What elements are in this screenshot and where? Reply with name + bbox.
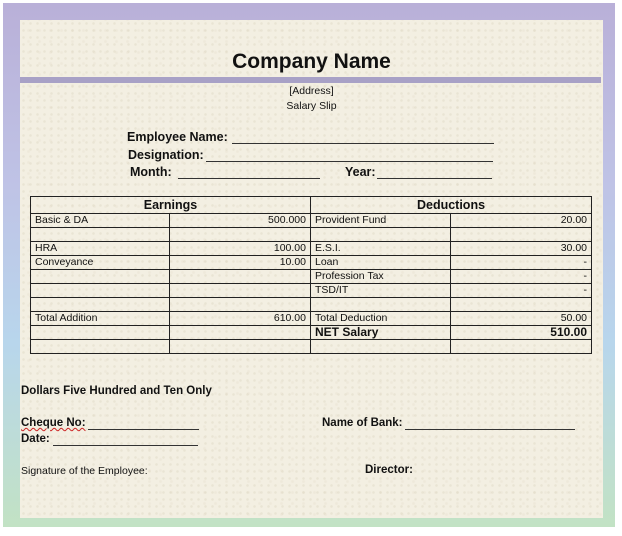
- earning-label: Conveyance: [31, 256, 170, 270]
- table-row: [31, 270, 592, 284]
- deduction-value: -: [451, 270, 592, 284]
- header-divider: [20, 77, 601, 83]
- cheque-no-text: Cheque No:: [21, 417, 86, 429]
- deduction-label: Profession Tax: [311, 270, 451, 284]
- month-label: Month:: [130, 165, 172, 179]
- year-field[interactable]: [377, 178, 492, 179]
- earning-label: HRA: [31, 242, 170, 256]
- table-row: [31, 228, 592, 242]
- earning-label: Basic & DA: [31, 214, 170, 228]
- total-deduction-value: 50.00: [451, 312, 592, 326]
- earning-value: 100.00: [170, 242, 311, 256]
- table-row-net: [31, 326, 592, 340]
- total-deduction-label: Total Deduction: [311, 312, 451, 326]
- total-addition-label: Total Addition: [31, 312, 170, 326]
- employee-name-field[interactable]: [232, 143, 494, 144]
- table-row: [31, 242, 592, 256]
- page-frame: [3, 3, 615, 527]
- earning-label: [31, 270, 170, 284]
- designation-label: Designation:: [128, 148, 204, 162]
- employee-name-label: Employee Name:: [127, 130, 228, 144]
- total-addition-value: 610.00: [170, 312, 311, 326]
- net-salary-value: 510.00: [451, 326, 592, 340]
- cheque-no-field[interactable]: [88, 429, 199, 430]
- cheque-no-label: [21, 417, 86, 429]
- earning-label: [31, 228, 170, 242]
- net-salary-label: NET Salary: [311, 326, 451, 340]
- earning-value: [170, 270, 311, 284]
- table-row: [31, 214, 592, 228]
- designation-field[interactable]: [206, 161, 493, 162]
- earnings-header: Earnings: [31, 197, 311, 214]
- earning-value: [170, 284, 311, 298]
- bank-name-field[interactable]: [405, 429, 575, 430]
- deduction-value: -: [451, 256, 592, 270]
- year-label: Year:: [345, 165, 376, 179]
- earning-value: 10.00: [170, 256, 311, 270]
- deduction-label: [311, 228, 451, 242]
- company-name: Company Name: [232, 50, 391, 73]
- deduction-label: Loan: [311, 256, 451, 270]
- deduction-label: E.S.I.: [311, 242, 451, 256]
- deduction-value: 30.00: [451, 242, 592, 256]
- table-row: [31, 284, 592, 298]
- deduction-label: Provident Fund: [311, 214, 451, 228]
- date-label: Date:: [21, 433, 50, 445]
- table-row: [31, 340, 592, 354]
- date-field[interactable]: [53, 445, 198, 446]
- month-field[interactable]: [178, 178, 320, 179]
- salary-slip-document: [20, 20, 603, 518]
- table-row: [31, 298, 592, 312]
- table-row: [31, 256, 592, 270]
- earning-label: [31, 298, 170, 312]
- deduction-value: 20.00: [451, 214, 592, 228]
- table-row-totals: [31, 312, 592, 326]
- table-header-row: [31, 197, 592, 214]
- deduction-value: [451, 298, 592, 312]
- employee-signature-label: Signature of the Employee:: [21, 465, 148, 477]
- deduction-label: [311, 298, 451, 312]
- director-label: Director:: [365, 464, 413, 476]
- deductions-header: Deductions: [311, 197, 592, 214]
- earning-value: [170, 298, 311, 312]
- earning-value: 500.000: [170, 214, 311, 228]
- document-title: Salary Slip: [286, 100, 337, 112]
- deduction-value: [451, 228, 592, 242]
- deduction-value: -: [451, 284, 592, 298]
- earning-label: [31, 284, 170, 298]
- deduction-label: TSD/IT: [311, 284, 451, 298]
- amount-in-words: Dollars Five Hundred and Ten Only: [21, 385, 212, 397]
- earning-value: [170, 228, 311, 242]
- company-address: [Address]: [289, 85, 334, 97]
- salary-table: [30, 196, 592, 354]
- bank-name-label: Name of Bank:: [322, 417, 403, 429]
